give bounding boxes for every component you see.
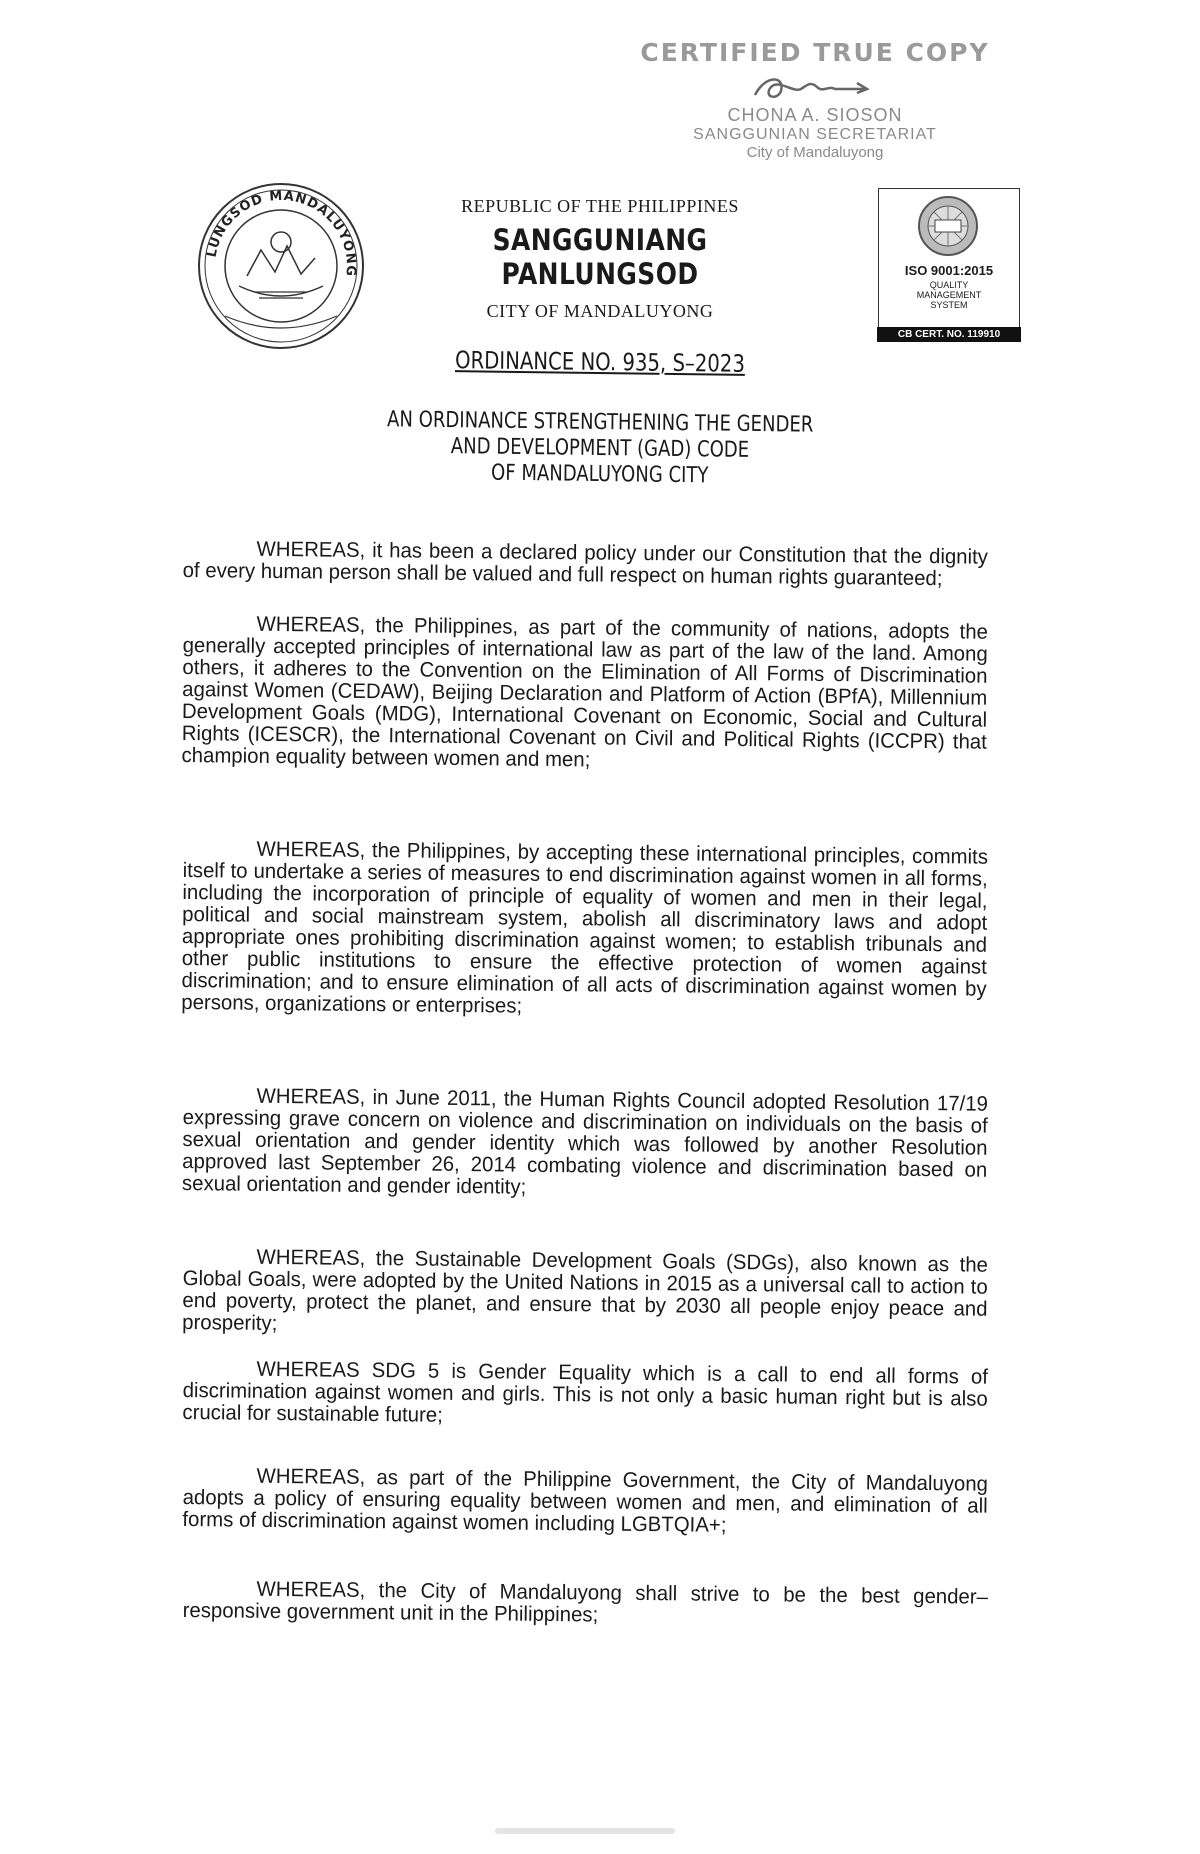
iso-label-line: MANAGEMENT [916, 290, 982, 300]
secretariat-office: SANGGUNIAN SECRETARIAT [693, 126, 937, 143]
republic-line: REPUBLIC OF THE PHILIPPINES [461, 196, 739, 216]
iso-label-line: SYSTEM [930, 300, 968, 310]
whereas-clause: WHEREAS, the Philippines, as part of the community of nations, adopts the generally accepted principles of international law as part of the law of the land. Among others, it adheres to the Convention on the Elimination of All Forms of Discrimination against Women (CEDAW), Beijing Declaration and Platform of Action (BPfA), Millennium Development Goals (MDG), International Covenant on Economic, Social and Cultural Rights (ICESCR), the International Covenant on Civil and Political Rights (ICCPR) that champion equality between women and men; [181, 612, 989, 772]
whereas-clause: WHEREAS SDG 5 is Gender Equality which is a call to end all forms of discrimination against women and girls. This is not only a basic human right but is also crucial for sustainable future; [182, 1357, 989, 1427]
title-line: OF MANDALUYONG CITY [490, 460, 709, 489]
secretary-name: CHONA A. SIOSON [727, 105, 903, 125]
iso-label [879, 280, 1019, 310]
iso-cert-number: CB CERT. NO. 119910 [877, 327, 1021, 342]
iso-badge [878, 188, 1020, 339]
whereas-clause: WHEREAS, the Philippines, by accepting these international principles, commits itself to undertake a series of measures to end discrimination against women in all forms, including the incorporation of principle of equality of women and men in their legal, political and social mainstream system, abolish all discriminatory laws and adopt appropriate ones prohibiting discrimination against women; to establish tribunals and other public institutions to ensure the effective protection of women against discrimination; and to ensure elimination of all acts of discrimination against women by persons, organizations or enterprises; [181, 837, 989, 1018]
svg-text:LUNGSOD MANDALUYONG: LUNGSOD MANDALUYONG [204, 188, 359, 278]
secretariat-city: City of Mandaluyong [746, 144, 884, 161]
scan-artifact [495, 1828, 675, 1834]
iso-certification-logo-icon [917, 195, 979, 257]
stamp-title: CERTIFIED TRUE COPY [640, 38, 990, 67]
title-line: AN ORDINANCE STRENGTHENING THE GENDER [387, 407, 814, 438]
iso-standard: ISO 9001:2015 [904, 263, 994, 278]
whereas-clause: WHEREAS, the City of Mandaluyong shall strive to be the best gender–responsive government unit in the Philippines; [182, 1577, 989, 1627]
iso-label-line: QUALITY [929, 280, 969, 290]
city-seal-icon [195, 180, 367, 352]
letterhead [430, 196, 770, 322]
whereas-clause: WHEREAS, as part of the Philippine Government, the City of Mandaluyong adopts a policy of ensuring equality between women and men, and elimination of all forms of discrimination against women including LGBTQIA+; [182, 1464, 989, 1537]
whereas-clause: WHEREAS, the Sustainable Development Goals (SDGs), also known as the Global Goals, were adopted by the United Nations in 2015 as a universal call to action to end poverty, protect the planet, and ensure that by 2030 all people enjoy peace and prosperity; [182, 1245, 989, 1336]
title-line: AND DEVELOPMENT (GAD) CODE [450, 434, 750, 463]
legislative-body-name: SANGGUNIANG PANLUNGSOD [492, 223, 708, 291]
ordinance-title [354, 407, 847, 491]
whereas-clause: WHEREAS, it has been a declared policy under our Constitution that the dignity of every human person shall be valued and full respect on human rights guaranteed; [182, 537, 989, 591]
city-line: CITY OF MANDALUYONG [486, 301, 714, 321]
whereas-clause: WHEREAS, in June 2011, the Human Rights Council adopted Resolution 17/19 expressing grave concern on violence and discrimination on individuals on the basis of sexual orientation and gender identity which was followed by another Resolution approved last September 26, 2014 combating violence and discrimination based on sexual orientation and gender identity; [181, 1084, 989, 1199]
ordinance-number: ORDINANCE NO. 935, S–2023 [454, 346, 746, 378]
certified-true-copy-stamp [600, 38, 1030, 161]
signature-icon [600, 67, 1030, 107]
